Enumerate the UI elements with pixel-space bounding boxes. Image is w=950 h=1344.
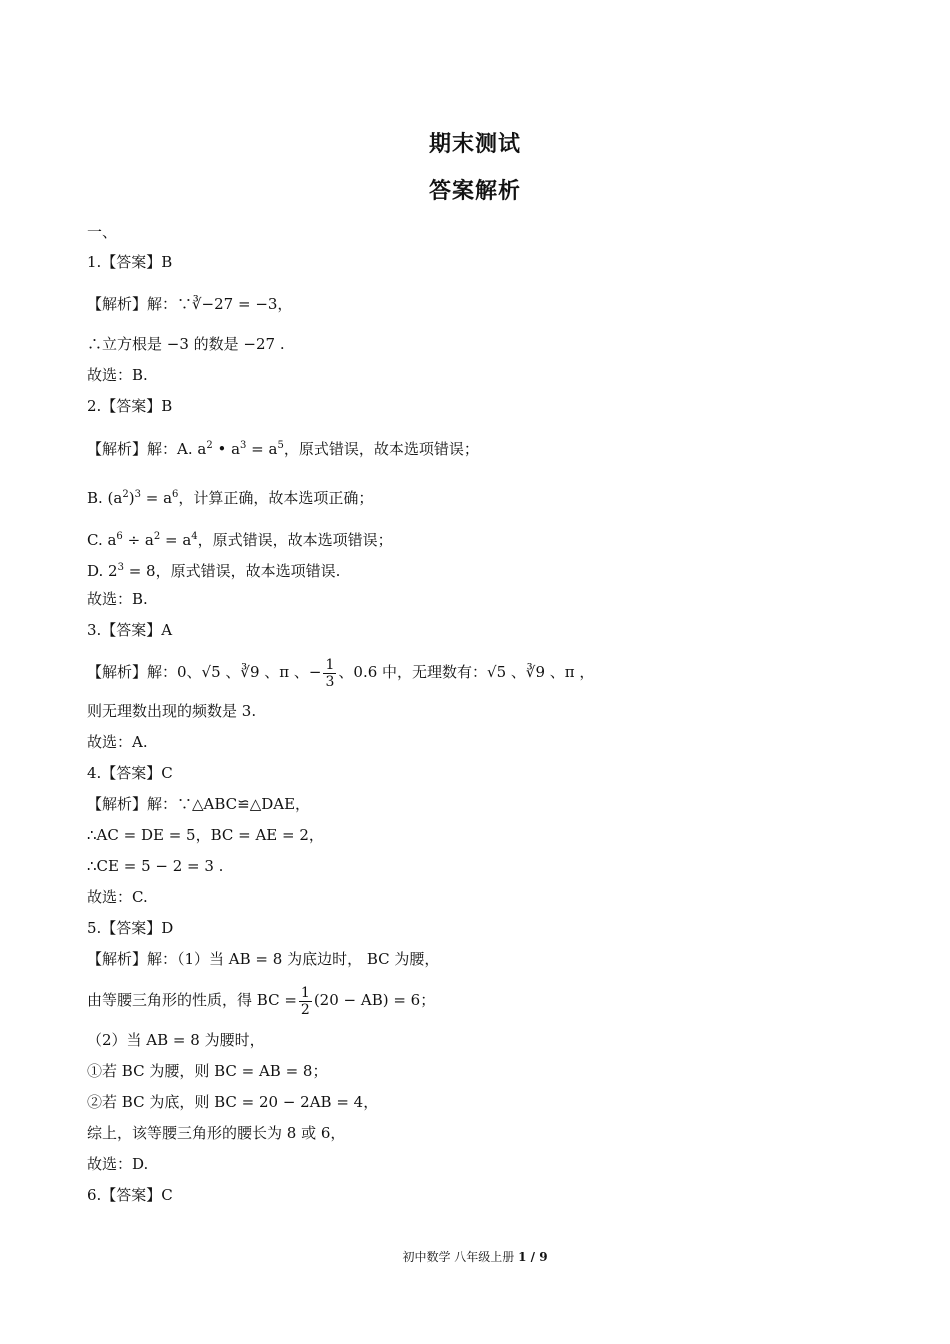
q5-step-4: ②若 BC 为底，则 BC = 20 − 2AB = 4，	[87, 1093, 379, 1111]
q1-analysis: 【解析】解：∵∛−27 = −3，	[87, 295, 293, 313]
q2-choice: 故选：B.	[87, 590, 148, 608]
q5-analysis: 【解析】解：（1）当 AB = 8 为底边时， BC 为腰，	[87, 950, 440, 968]
page-number: 1 / 9	[518, 1250, 548, 1264]
page-footer	[0, 1248, 950, 1265]
q3-answer: 3.【答案】A	[87, 621, 173, 639]
q1-conclusion: ∴立方根是 −3 的数是 −27 .	[87, 335, 285, 353]
q6-answer: 6.【答案】C	[87, 1186, 173, 1204]
q2-option-a: 【解析】解：A. $a^2$ • $a^3 = a^5$，原式错误，故本选项错误；	[87, 440, 479, 458]
q4-answer: 4.【答案】C	[87, 764, 173, 782]
fraction: $\frac{1}{2}$	[300, 984, 310, 1018]
q3-analysis: 【解析】解：0、√5 、∛9 、π 、− $\frac{1}{3}$ 、0.6 中，无理数有：√5 、∛9 、π ，	[87, 656, 595, 690]
q4-choice: 故选：C.	[87, 888, 148, 906]
q5-choice: 故选：D.	[87, 1155, 149, 1173]
q5-summary: 综上，该等腰三角形的腰长为 8 或 6，	[87, 1124, 346, 1142]
q4-analysis: 【解析】解：∵△ABC≌△DAE，	[87, 795, 311, 813]
q3-choice: 故选：A.	[87, 733, 148, 751]
q5-step-3: ①若 BC 为腰，则 BC = AB = 8；	[87, 1062, 328, 1080]
q1-choice: 故选：B.	[87, 366, 148, 384]
page-subtitle: 答案解析	[428, 179, 521, 204]
q5-answer: 5.【答案】D	[87, 919, 174, 937]
q5-step-2: （2）当 AB = 8 为腰时，	[87, 1031, 265, 1049]
q2-option-d: D. $2^3 = 8$，原式错误，故本选项错误.	[87, 562, 341, 580]
footer-label: 初中数学 八年级上册	[402, 1250, 515, 1264]
q3-conclusion: 则无理数出现的频数是 3.	[87, 702, 257, 720]
section-label: 一、	[87, 223, 118, 241]
q2-answer: 2.【答案】B	[87, 397, 173, 415]
q1-answer: 1.【答案】B	[87, 253, 173, 271]
fraction: $\frac{1}{3}$	[325, 656, 335, 690]
q2-option-c: C. $a^6 \div a^2 = a^4$，原式错误，故本选项错误；	[87, 531, 393, 549]
q4-step-2: ∴CE = 5 − 2 = 3 .	[87, 857, 224, 875]
q5-step-1: 由等腰三角形的性质，得 BC = $\frac{1}{2}$ (20 − AB) = 6；	[87, 984, 436, 1018]
page-title: 期末测试	[428, 132, 521, 157]
q4-step-1: ∴AC = DE = 5，BC = AE = 2，	[87, 826, 324, 844]
q2-option-b: B. $(a^2)^3 = a^6$，计算正确，故本选项正确；	[87, 489, 374, 507]
